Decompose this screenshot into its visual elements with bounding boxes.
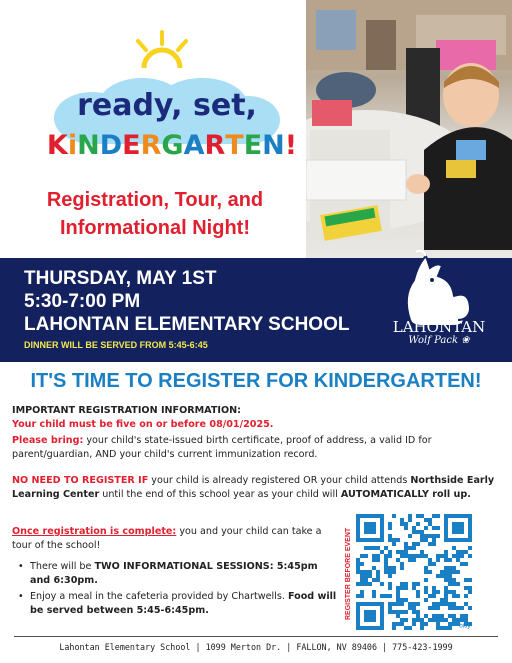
logo-letter: K (46, 130, 68, 161)
logo-letter: i (67, 130, 78, 161)
mascot-subtitle (384, 335, 494, 346)
event-location: LAHONTAN ELEMENTARY SCHOOL (24, 314, 350, 335)
bullet-1-text: There will be (30, 561, 95, 572)
ready-set-kindergarten-logo (22, 28, 302, 161)
bullet-1-bold: TWO INFORMATIONAL SESSIONS: 5:45pm and 6:30pm. (30, 561, 318, 586)
logo-letter: T (225, 130, 244, 161)
complete-label: Once registration is complete: (12, 526, 177, 537)
logo-letter: A (183, 130, 205, 161)
logo-letter: D (99, 130, 123, 161)
logo-letter: N (77, 130, 100, 161)
bullet-2-bold: Food will be served between 5:45-6:45pm. (30, 591, 337, 616)
sun-icon (132, 30, 192, 70)
no-need-bold-1: Northside Early Learning Center (12, 475, 495, 500)
logo-letter: E (243, 130, 263, 161)
bring-text: your child's state-issued birth certificate, proof of address, a valid ID for parent/guardian, AND your child's current immunization record. (12, 435, 432, 460)
bullet-2-text: Enjoy a meal in the cafeteria provided by Chartwells. (30, 591, 288, 602)
footer-divider (14, 636, 498, 637)
qr-brand-text: bitly (459, 622, 471, 630)
bring-label: Please bring: (12, 435, 84, 446)
no-need-label: NO NEED TO REGISTER IF (12, 475, 149, 486)
event-date: THURSDAY, MAY 1ST (24, 268, 217, 289)
headline-line-2: Informational Night! (60, 217, 250, 239)
info-heading: IMPORTANT REGISTRATION INFORMATION: (12, 405, 241, 416)
age-requirement: Your child must be five on or before 08/01/2025. (12, 419, 274, 430)
info-bullet-list (18, 560, 338, 620)
logo-letter: N (262, 130, 285, 161)
logo-text-kindergarten (22, 130, 322, 161)
registration-info-block (12, 404, 502, 432)
no-need-to-register (12, 474, 502, 502)
logo-letter: ! (284, 130, 298, 161)
registration-complete (12, 525, 332, 553)
dinner-note: DINNER WILL BE SERVED FROM 5:45-6:45 (24, 340, 208, 350)
no-need-bold-2: AUTOMATICALLY roll up. (340, 489, 471, 500)
qr-label (340, 520, 354, 624)
footer-contact: Lahontan Elementary School | 1099 Merton Dr. | FALLON, NV 89406 | 775-423-1999 (59, 642, 453, 652)
mascot-subtitle-text: Wolf Pack (408, 335, 459, 346)
event-time: 5:30-7:00 PM (24, 291, 141, 312)
logo-letter: R (140, 130, 162, 161)
classroom-photo (306, 0, 512, 258)
headline-line-1: Registration, Tour, and (46, 189, 264, 211)
registration-qr-code[interactable] (356, 514, 472, 630)
logo-text-ready-set: ready, set, (77, 88, 257, 123)
logo-letter: R (204, 130, 226, 161)
complete-text: you and your child can take a tour of the school! (12, 526, 322, 551)
logo-letter: G (161, 130, 184, 161)
no-need-text-2: until the end of this school year as your child will (99, 489, 341, 500)
mascot-name: LAHONTAN (392, 318, 486, 336)
what-to-bring (12, 434, 502, 462)
child-photo-illustration (306, 0, 512, 258)
event-headline (10, 186, 300, 242)
list-item (18, 560, 338, 588)
logo-letter: E (122, 130, 141, 161)
no-need-text-1: your child is already registered OR your child attends (148, 475, 411, 486)
register-title: IT'S TIME TO REGISTER FOR KINDERGARTEN! (30, 370, 482, 392)
list-item (18, 590, 338, 618)
paw-icon: ❀ (461, 335, 470, 346)
qr-label-text: REGISTER BEFORE EVENT (345, 527, 352, 620)
